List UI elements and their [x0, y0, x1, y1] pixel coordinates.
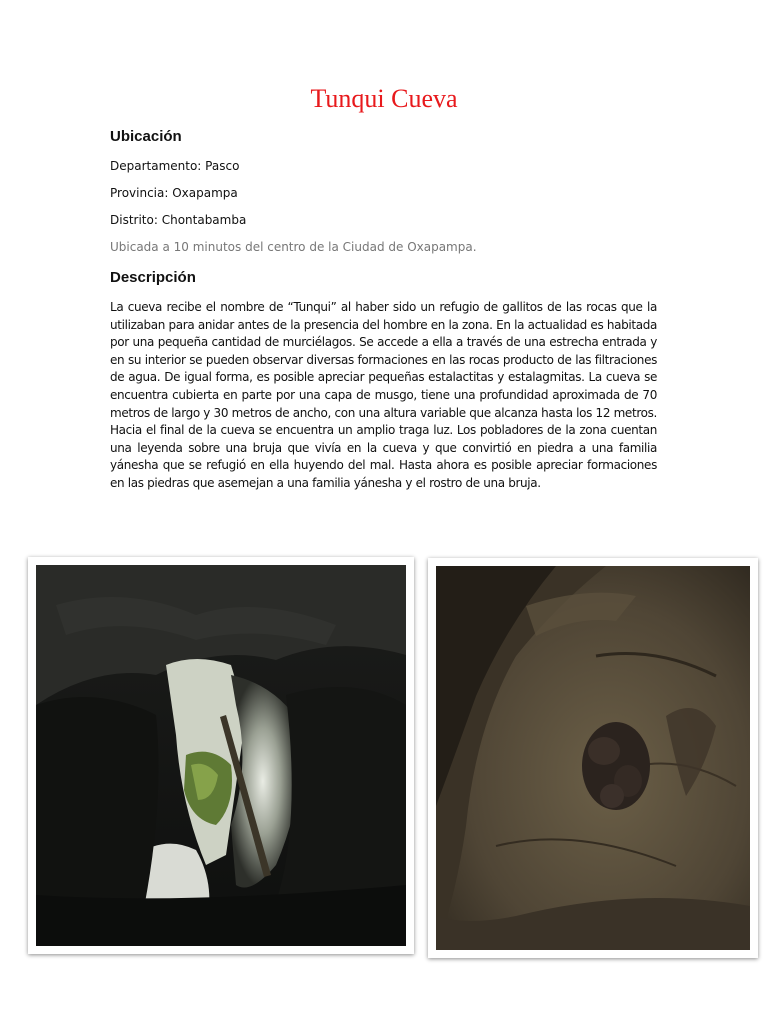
- page-title: Tunqui Cueva: [310, 84, 458, 113]
- location-heading: Ubicación: [110, 128, 182, 145]
- cave-bats-image: [436, 566, 750, 950]
- description-paragraph: La cueva recibe el nombre de “Tunqui” al haber sido un refugio de gallitos de las rocas que la utilizaban para anidar antes de la presencia del hombre en la zona. En la actualidad es habitada por una pequeña cantidad de murciélagos. Se accede a ella a través de una estrecha entrada y en su interior se pueden observar diversas formaciones en las rocas producto de las filtraciones de agua. De igual forma, es posible apreciar pequeñas estalactitas y estalagmitas. La cueva se encuentra cubierta en parte por una capa de musgo, tiene una profundidad aproximada de 70 metros de largo y 30 metros de ancho, con una altura variable que alcanza hasta los 12 metros. Hacia el final de la cueva se encuentra un amplio traga luz. Los pobladores de la zona cuentan una leyenda sobre una bruja que vivía en la cueva y que convirtió en piedra a una familia yánesha que se refugió en ella huyendo del mal. Hasta ahora es posible apreciar formaciones en las piedras que asemejan a una familia yánesha y el rostro de una bruja.: [110, 300, 657, 490]
- district-line: Distrito: Chontabamba: [110, 213, 247, 227]
- cave-skylight-image: [36, 565, 406, 946]
- province-line: Provincia: Oxapampa: [110, 186, 238, 200]
- cave-skylight-photo: [28, 557, 414, 954]
- location-note: Ubicada a 10 minutos del centro de la Ciudad de Oxapampa.: [110, 240, 477, 254]
- department-line: Departamento: Pasco: [110, 159, 240, 173]
- description-heading: Descripción: [110, 269, 196, 286]
- cave-bats-photo: [428, 558, 758, 958]
